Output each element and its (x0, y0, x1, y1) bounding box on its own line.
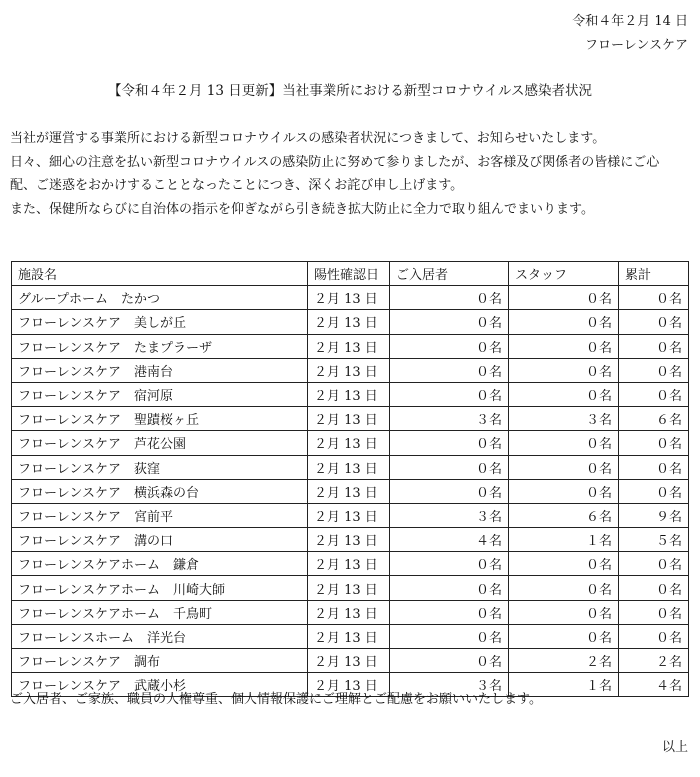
table-row (12, 624, 689, 648)
table-row (12, 600, 689, 624)
total-cell: ９名 (619, 503, 689, 527)
total-cell: ０名 (619, 334, 689, 358)
table-row (12, 358, 689, 382)
header-staff: スタッフ (509, 262, 619, 286)
header-facility-name: 施設名 (12, 262, 308, 286)
staff-cell: ０名 (509, 310, 619, 334)
positive-date-cell: ２月 13 日 (308, 286, 390, 310)
table-row (12, 479, 689, 503)
positive-date-cell: ２月 13 日 (308, 334, 390, 358)
table-row (12, 407, 689, 431)
infection-status-table (11, 261, 689, 697)
staff-cell: ０名 (509, 552, 619, 576)
total-cell: ０名 (619, 479, 689, 503)
total-cell: ４名 (619, 673, 689, 697)
staff-cell: ２名 (509, 649, 619, 673)
facility-name-cell: フローレンスホーム 洋光台 (12, 624, 308, 648)
intro-line: 配、ご迷惑をおかけすることとなったことにつき、深くお詫び申し上げます。 (10, 178, 464, 193)
facility-name-cell: フローレンスケア 宿河原 (12, 382, 308, 406)
residents-cell: ３名 (390, 673, 509, 697)
table-row (12, 455, 689, 479)
intro-line: また、保健所ならびに自治体の指示を仰ぎながら引き続き拡大防止に全力で取り組んでまいります。 (10, 201, 594, 217)
table-row (12, 382, 689, 406)
positive-date-cell: ２月 13 日 (308, 552, 390, 576)
table-row (12, 528, 689, 552)
total-cell: ０名 (619, 358, 689, 382)
header-positive-date: 陽性確認日 (308, 262, 390, 286)
residents-cell: ０名 (390, 649, 509, 673)
positive-date-cell: ２月 13 日 (308, 576, 390, 600)
staff-cell: ０名 (509, 334, 619, 358)
residents-cell: ０名 (390, 431, 509, 455)
total-cell: ０名 (619, 455, 689, 479)
staff-cell: ０名 (509, 600, 619, 624)
table-row (12, 431, 689, 455)
facility-name-cell: フローレンスケア 芦花公園 (12, 431, 308, 455)
table-header-row (12, 262, 689, 286)
residents-cell: ４名 (390, 528, 509, 552)
positive-date-cell: ２月 13 日 (308, 431, 390, 455)
staff-cell: ０名 (509, 431, 619, 455)
intro-line: 日々、細心の注意を払い新型コロナウイルスの感染防止に努めて参りましたが、お客様及び関係者の皆様にご心 (10, 154, 660, 170)
total-cell: ０名 (619, 624, 689, 648)
table-row (12, 286, 689, 310)
privacy-note: ご入居者、ご家族、職員の人権尊重、個人情報保護にご理解とご配慮をお願いいたします。 (10, 692, 542, 707)
facility-name-cell: フローレンスケア 聖蹟桜ヶ丘 (12, 407, 308, 431)
facility-name-cell: フローレンスケア 溝の口 (12, 528, 308, 552)
residents-cell: ０名 (390, 600, 509, 624)
table-row (12, 503, 689, 527)
staff-cell: ０名 (509, 479, 619, 503)
facility-name-cell: フローレンスケア 美しが丘 (12, 310, 308, 334)
staff-cell: ０名 (509, 576, 619, 600)
residents-cell: ０名 (390, 334, 509, 358)
positive-date-cell: ２月 13 日 (308, 407, 390, 431)
residents-cell: ０名 (390, 624, 509, 648)
facility-name-cell: フローレンスケア 荻窪 (12, 455, 308, 479)
header-total: 累計 (619, 262, 689, 286)
residents-cell: ３名 (390, 503, 509, 527)
residents-cell: ０名 (390, 382, 509, 406)
facility-name-cell: グループホーム たかつ (12, 286, 308, 310)
staff-cell: ０名 (509, 455, 619, 479)
staff-cell: ０名 (509, 358, 619, 382)
staff-cell: ６名 (509, 503, 619, 527)
positive-date-cell: ２月 13 日 (308, 382, 390, 406)
residents-cell: ０名 (390, 552, 509, 576)
positive-date-cell: ２月 13 日 (308, 673, 390, 697)
document-date: 令和４年２月 14 日 (572, 14, 688, 29)
header-residents: ご入居者 (390, 262, 509, 286)
positive-date-cell: ２月 13 日 (308, 528, 390, 552)
table-row (12, 649, 689, 673)
positive-date-cell: ２月 13 日 (308, 600, 390, 624)
document-title: 【令和４年２月 13 日更新】当社事業所における新型コロナウイルス感染者状況 (108, 83, 592, 99)
facility-name-cell: フローレンスケアホーム 鎌倉 (12, 552, 308, 576)
positive-date-cell: ２月 13 日 (308, 310, 390, 334)
residents-cell: ０名 (390, 286, 509, 310)
table-row (12, 310, 689, 334)
facility-name-cell: フローレンスケア 横浜森の台 (12, 479, 308, 503)
positive-date-cell: ２月 13 日 (308, 503, 390, 527)
staff-cell: ０名 (509, 624, 619, 648)
table-row (12, 334, 689, 358)
total-cell: ０名 (619, 310, 689, 334)
staff-cell: ０名 (509, 286, 619, 310)
company-name: フローレンスケア (584, 38, 688, 53)
facility-name-cell: フローレンスケアホーム 川崎大師 (12, 576, 308, 600)
total-cell: ０名 (619, 431, 689, 455)
table-row (12, 552, 689, 576)
document-header (572, 10, 688, 58)
positive-date-cell: ２月 13 日 (308, 649, 390, 673)
staff-cell: ０名 (509, 382, 619, 406)
total-cell: ２名 (619, 649, 689, 673)
facility-name-cell: フローレンスケア 調布 (12, 649, 308, 673)
facility-name-cell: フローレンスケア たまプラーザ (12, 334, 308, 358)
table-row (12, 576, 689, 600)
intro-line: 当社が運営する事業所における新型コロナウイルスの感染者状況につきまして、お知らせいたします。 (10, 131, 606, 146)
positive-date-cell: ２月 13 日 (308, 624, 390, 648)
residents-cell: ０名 (390, 455, 509, 479)
total-cell: ５名 (619, 528, 689, 552)
facility-name-cell: フローレンスケア 武蔵小杉 (12, 673, 308, 697)
positive-date-cell: ２月 13 日 (308, 358, 390, 382)
facility-name-cell: フローレンスケア 宮前平 (12, 503, 308, 527)
positive-date-cell: ２月 13 日 (308, 479, 390, 503)
residents-cell: ０名 (390, 358, 509, 382)
total-cell: ０名 (619, 600, 689, 624)
total-cell: ０名 (619, 576, 689, 600)
intro-text (10, 127, 695, 221)
staff-cell: ３名 (509, 407, 619, 431)
total-cell: ０名 (619, 286, 689, 310)
residents-cell: ０名 (390, 310, 509, 334)
residents-cell: ０名 (390, 479, 509, 503)
facility-name-cell: フローレンスケア 港南台 (12, 358, 308, 382)
total-cell: ６名 (619, 407, 689, 431)
residents-cell: ０名 (390, 576, 509, 600)
closing-text: 以上 (661, 740, 688, 755)
residents-cell: ３名 (390, 407, 509, 431)
facility-name-cell: フローレンスケアホーム 千鳥町 (12, 600, 308, 624)
total-cell: ０名 (619, 552, 689, 576)
staff-cell: １名 (509, 528, 619, 552)
total-cell: ０名 (619, 382, 689, 406)
staff-cell: １名 (509, 673, 619, 697)
table-body (12, 286, 689, 697)
positive-date-cell: ２月 13 日 (308, 455, 390, 479)
